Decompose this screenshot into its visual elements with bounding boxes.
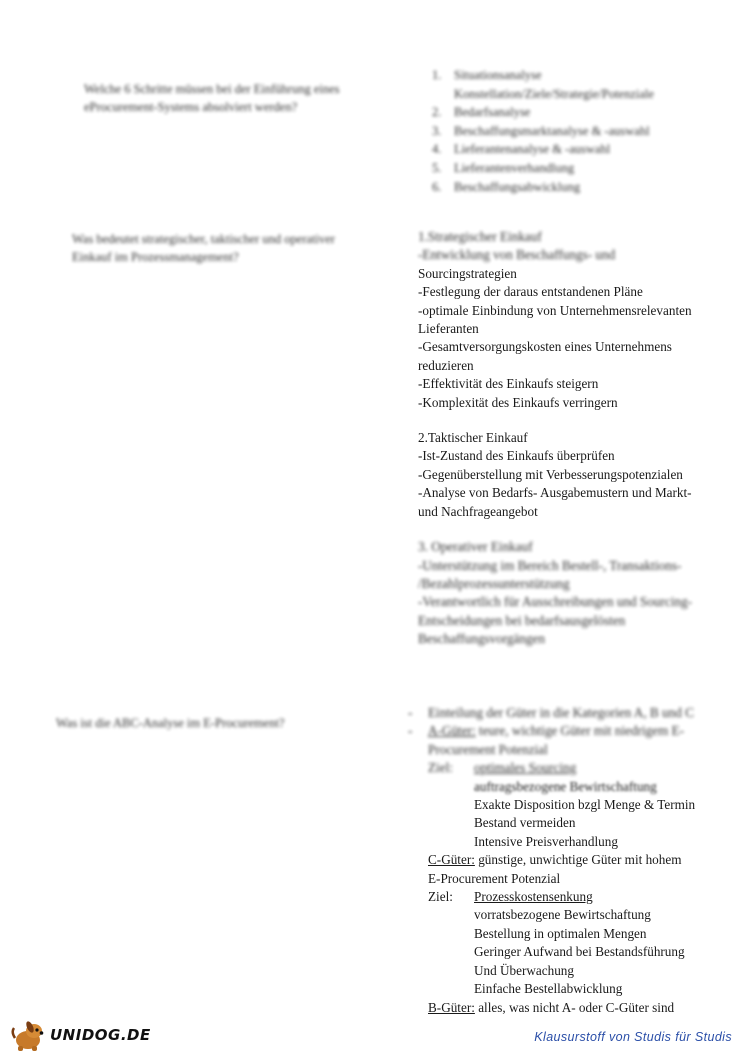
step-text: Situationsanalyse (454, 68, 542, 82)
strategic-heading: 1.Strategischer Einkauf (418, 229, 542, 244)
step-number: 1. (432, 68, 442, 82)
question-2: Was bedeutet strategischer, taktischer und operativer Einkauf im Prozessmanagement? (72, 232, 335, 264)
step-number: 6. (432, 179, 442, 194)
step-item (432, 66, 654, 85)
a-goal-row (408, 759, 695, 777)
strategic-line: -Gesamtversorgungskosten eines Unternehmens (418, 339, 672, 355)
operative-line: -Unterstützung im Bereich Bestell-, Transaktions- (418, 557, 682, 573)
strategic-line: Lieferanten (418, 321, 479, 337)
strategic-line: -Entwicklung von Beschaffungs- und (418, 247, 616, 263)
c-goal-row (408, 888, 695, 906)
tactical-line: und Nachfrageangebot (418, 503, 538, 519)
step-item (432, 122, 654, 141)
step-text: Bedarfsanalyse (454, 105, 531, 120)
strategic-line: -Effektivität des Einkaufs steigern (418, 376, 599, 392)
tactical-line: -Analyse von Bedarfs- Ausgabemustern und Markt- (418, 485, 692, 501)
tactical-heading: 2.Taktischer Einkauf (418, 430, 528, 446)
operative-line: Entscheidungen bei bedarfsausgelösten (418, 612, 626, 628)
step-number: 2. (432, 105, 442, 120)
step-number: 3. (432, 123, 442, 138)
goal-item: vorratsbezogene Bewirtschaftung (474, 907, 651, 923)
answer-2 (418, 228, 692, 649)
goal-item: Bestand vermeiden (474, 815, 576, 831)
goal-item: Und Überwachung (474, 962, 574, 978)
step-number: 4. (432, 142, 442, 157)
step-number: 5. (432, 160, 442, 175)
operative-line: Beschaffungsvorgängen (418, 631, 545, 647)
bullet-dash: - (408, 723, 413, 739)
goal-label: Ziel: (428, 760, 453, 776)
step-text: Beschaffungsabwicklung (454, 179, 581, 194)
a-goods-text: Procurement Potenzial (428, 741, 548, 757)
step-text: Beschaffungsmarktanalyse & -auswahl (454, 123, 650, 138)
c-goods-text: E-Procurement Potenzial (428, 870, 561, 886)
step-text: Lieferantenverhandlung (454, 160, 575, 175)
goal-label: Ziel: (428, 889, 453, 905)
unidog-logo (10, 1018, 151, 1052)
goal-item: auftragsbezogene Bewirtschaftung (474, 778, 657, 794)
question-3: Was ist die ABC-Analyse im E-Procurement? (56, 716, 285, 730)
answer-3 (408, 704, 695, 1017)
goal-item: Bestellung in optimalen Mengen (474, 925, 647, 941)
goal-item: Intensive Preisverhandlung (474, 833, 618, 849)
operative-line: -Verantwortlich für Ausschreibungen und Sourcing- (418, 594, 692, 610)
step-continuation (432, 85, 654, 104)
goal-item: Prozesskostensenkung (474, 889, 593, 905)
step-item (432, 103, 654, 122)
bullet-text: Einteilung der Güter in die Kategorien A, B und C (428, 705, 694, 720)
strategic-line: -Festlegung der daraus entstandenen Pläne (418, 284, 643, 300)
a-goods-label: A-Güter: (428, 723, 476, 739)
step-item (432, 159, 654, 178)
answer-1-steps (432, 66, 654, 196)
step-item (432, 178, 654, 197)
abc-bullet (408, 704, 695, 722)
c-goods-label: C-Güter: (428, 852, 475, 868)
strategic-line: Sourcingstrategien (418, 265, 517, 281)
a-goods-text: teure, wichtige Güter mit niedrigem E- (478, 723, 684, 739)
strategic-line: reduzieren (418, 357, 474, 373)
goal-item: Exakte Disposition bzgl Menge & Termin (474, 797, 696, 813)
tactical-line: -Ist-Zustand des Einkaufs überprüfen (418, 448, 615, 464)
strategic-line: -Komplexität des Einkaufs verringern (418, 394, 618, 410)
goal-item: optimales Sourcing (474, 760, 577, 776)
c-goods-row (408, 851, 695, 869)
tactical-line: -Gegenüberstellung mit Verbesserungspotenzialen (418, 466, 683, 482)
strategic-line: -optimale Einbindung von Unternehmensrelevanten (418, 302, 692, 318)
goal-item: Geringer Aufwand bei Bestandsführung (474, 944, 685, 960)
abc-bullet (408, 722, 695, 740)
step-text: Konstellation/Ziele/Strategie/Potenziale (454, 86, 654, 101)
question-1: Welche 6 Schritte müssen bei der Einführung eines eProcurement-Systems absolviert werden? (84, 82, 340, 114)
step-text: Lieferantenanalyse & -auswahl (454, 142, 611, 157)
step-item (432, 140, 654, 159)
footer-tagline: Klausurstoff von Studis für Studis (534, 1030, 732, 1044)
operative-heading: 3. Operativer Einkauf (418, 539, 533, 555)
goal-item: Einfache Bestellabwicklung (474, 981, 623, 997)
dog-mascot-icon (10, 1018, 48, 1052)
logo-text: UNIDOG.DE (50, 1026, 151, 1044)
bullet-dash: - (408, 705, 413, 720)
operative-line: /Bezahlprozessunterstützung (418, 575, 570, 591)
b-goods-text: alles, was nicht A- oder C-Güter sind (478, 999, 675, 1015)
c-goods-text: günstige, unwichtige Güter mit hohem (478, 852, 682, 868)
b-goods-row (408, 999, 695, 1017)
b-goods-label: B-Güter: (428, 999, 475, 1015)
